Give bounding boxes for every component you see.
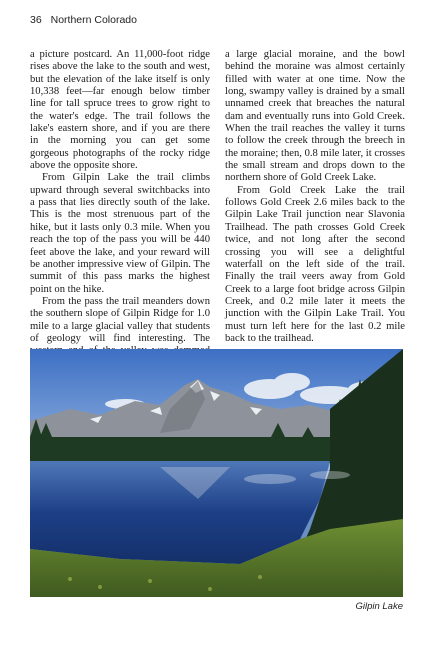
paragraph: From the pass the trail meanders down the southern slope of Gilpin Ridge for 1.0 mile to a large glacial valley that students of geology will find interesting. The — [30, 295, 210, 344]
left-column — [30, 49, 210, 370]
lake-photo-illustration — [30, 349, 403, 597]
paragraph: a picture postcard. An 11,000-foot ridge rises above the lake to the south and west, but the elevation of the lake itself is only 10,338 feet—far enough below timber line for tall spruce trees to grow right to the water's edge. The trail follows the lake's eastern shore, and if you are there in the morning you can get some gorgeous photographs of the rocky ridge above the opposite shore. — [30, 49, 210, 172]
running-title: Northern Colorado — [50, 14, 137, 26]
lake-photo — [30, 349, 403, 597]
photo-caption: Gilpin Lake — [355, 601, 403, 612]
running-header — [30, 14, 137, 26]
paragraph: From Gilpin Lake the trail climbs upward through several switchbacks into a pass that lies directly south of the lake. This is the most strenuous part of the hike, but it lasts only 0.3 mile. When you reach the top of the pass you will be 440 feet above the lake, and your reward will be another impressive view of Gilpin. The summit of this pass marks the highest point on the hike. — [30, 172, 210, 295]
paragraph: From Gold Creek Lake the trail follows Gold Creek 2.6 miles back to the Gilpin Lake Trail junction near Slavonia Trailhead. The path crosses Gold Creek twice, and not long after the second crossing you will see a delightful waterfall on the left side of the trail. Finally the trail veers away from Gold Creek to a large foot bridge across Gilpin Creek, and 0.2 mile later it meets the junction with the Gilpin Lake Trail. You must turn left here for the last 0.2 mile back to the trailhead. — [225, 184, 405, 344]
page-number: 36 — [30, 14, 42, 26]
right-column — [225, 49, 405, 345]
paragraph: a large glacial moraine, and the bowl behind the moraine was almost certainly filled with water at one time. Now the long, swampy valley is drained by a small unnamed creek that breaches the natural dam and eventually runs into Gold Creek. When the trail reaches the valley it turns to follow the creek through the breech in the moraine; then, 0.8 mile later, it crosses the small stream and drops down to the northern shore of Gold Creek Lake. — [225, 49, 405, 184]
